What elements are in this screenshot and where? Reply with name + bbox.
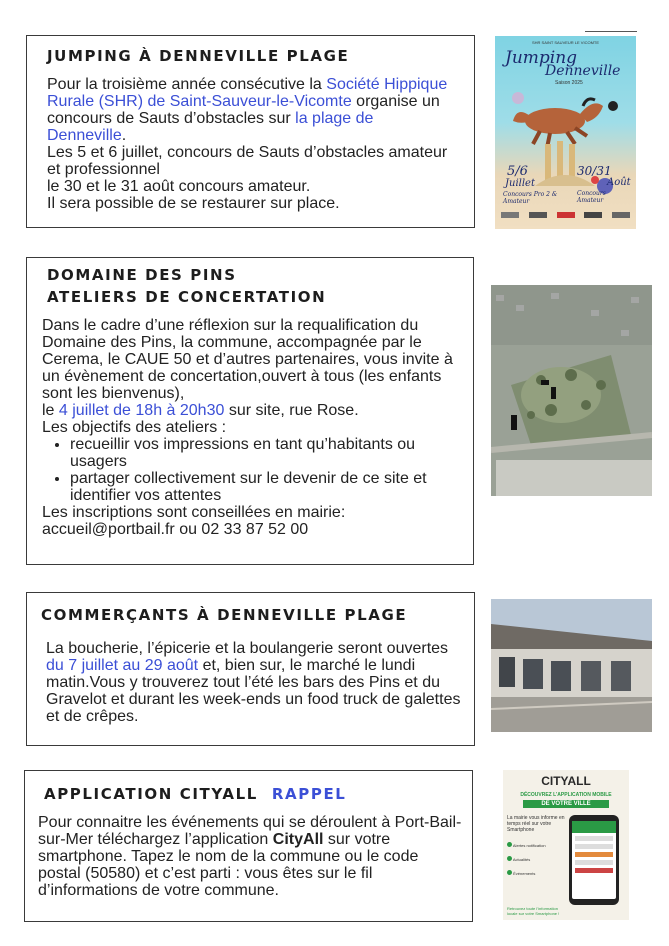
pins-date-line: le 4 juillet de 18h à 20h30 sur site, rue Rose. xyxy=(42,402,359,419)
poster-date2-day: 30/31 xyxy=(577,164,612,178)
cityall-ad-feat2: Actualités xyxy=(507,856,530,862)
poster-date1-day: 5/6 xyxy=(507,164,528,179)
phone-mockup xyxy=(569,815,619,905)
top-rule xyxy=(585,31,637,32)
commerces-title: COMMERÇANTS À DENNEVILLE PLAGE xyxy=(41,606,408,624)
pins-title-2: ATELIERS DE CONCERTATION xyxy=(47,288,327,306)
cityall-ad-feat3: Événements xyxy=(507,870,535,876)
pins-title-1: DOMAINE DES PINS xyxy=(47,266,237,284)
jumping-title: JUMPING À DENNEVILLE PLAGE xyxy=(47,47,350,65)
pins-date-link[interactable]: 4 juillet de 18h à 20h30 xyxy=(58,402,225,419)
shop-building-image xyxy=(491,599,652,732)
commerces-text: La boucherie, l’épicerie et la boulangerie seront ouvertes du 7 juillet au 29 août et, bien sur, le marché le lundi matin.Vous y trouverez tout l’été les bars des Pins et du Gravelot et durant les week-ends un food truck de galettes et de crêpes. xyxy=(46,640,461,725)
poster-org: SHR SAINT SAUVEUR LE VICOMTE xyxy=(531,40,600,45)
poster-date2-desc: Concours Amateur xyxy=(577,190,606,204)
jumping-text-3: . xyxy=(121,127,127,144)
jumping-text xyxy=(47,76,457,212)
commerces-box xyxy=(26,592,475,746)
cityall-ad-feat1: Alertes notification xyxy=(507,842,546,848)
poster-date1-desc: Concours Pro 2 & Amateur xyxy=(503,191,558,205)
cityall-ad-line2: DE VOTRE VILLE xyxy=(523,800,609,808)
poster-season: Saison 2025 xyxy=(555,80,583,86)
poster-date1-month: Juillet xyxy=(505,178,535,189)
cityall-box xyxy=(24,770,473,922)
jumping-box xyxy=(26,35,475,228)
cityall-title: APPLICATION CITYALL RAPPEL xyxy=(44,785,347,803)
pins-objectives-list xyxy=(42,436,467,504)
cityall-ad-image xyxy=(503,770,629,920)
jumping-text-2: organise un concours de Sauts d’obstacles sur xyxy=(47,93,440,127)
rappel-label: RAPPEL xyxy=(271,785,347,803)
cityall-name: CityAll xyxy=(272,831,324,848)
jumping-poster-image xyxy=(495,36,636,229)
jumping-dates-1: Les 5 et 6 juillet, concours de Sauts d’obstacles amateur et professionnel xyxy=(47,144,448,178)
cityall-ad-line1: DÉCOUVREZ L’APPLICATION MOBILE xyxy=(520,792,612,798)
aerial-map-image xyxy=(491,285,652,496)
jumping-food: Il sera possible de se restaurer sur place. xyxy=(47,195,340,212)
poster-title: Jumping xyxy=(505,48,578,68)
jumping-text-1: Pour la troisième année consécutive la xyxy=(47,76,327,93)
poster-sponsors xyxy=(501,212,630,222)
list-item: • partager collectivement sur le devenir de ce site et identifier vos attentes xyxy=(70,470,467,504)
jumping-dates-2: le 30 et le 31 août concours amateur. xyxy=(47,178,311,195)
poster-date2-month: Août xyxy=(607,177,631,188)
pins-box xyxy=(26,257,474,565)
cityall-text: Pour connaitre les événements qui se déroulent à Port-Bail-sur-Mer téléchargez l’application CityAll sur votre smartphone. Tapez le nom de la commune ou le code postal (50580) et c’est parti : vous êtes sur le fil d’informations de votre commune. xyxy=(38,814,462,899)
building-illustration xyxy=(491,599,652,732)
poster-subtitle: Denneville xyxy=(545,63,621,79)
pins-intro: Dans le cadre d’une réflexion sur la requalification du Domaine des Pins, la commune, accompagnée par le Cerema, le CAUE 50 et d’autres partenaires, vous invite à un évènement de concertation,ouvert à tous (les enfants sont les bienvenus), xyxy=(42,317,453,402)
list-item: • recueillir vos impressions en tant qu’habitants ou usagers xyxy=(70,436,467,470)
cityall-ad-desc: La mairie vous informe en temps réel sur votre Smartphone xyxy=(507,815,565,833)
commerces-dates-link[interactable]: du 7 juillet au 29 août xyxy=(46,657,199,674)
cityall-logo: CITYALL xyxy=(541,774,591,788)
pins-text xyxy=(42,317,467,538)
pins-registration: Les inscriptions sont conseillées en mairie: accueil@portbail.fr ou 02 33 87 52 00 xyxy=(42,504,346,538)
shr-link[interactable]: Société Hippique Rurale (SHR) de Saint-Sauveur-le-Vicomte xyxy=(47,76,448,110)
cityall-ad-footer: Retrouvez toute l’information locale sur votre Smartphone ! xyxy=(507,906,560,916)
plage-link[interactable]: la plage de Denneville xyxy=(47,110,374,144)
pins-objectives-label: Les objectifs des ateliers : xyxy=(42,419,227,436)
aerial-illustration xyxy=(491,285,652,496)
